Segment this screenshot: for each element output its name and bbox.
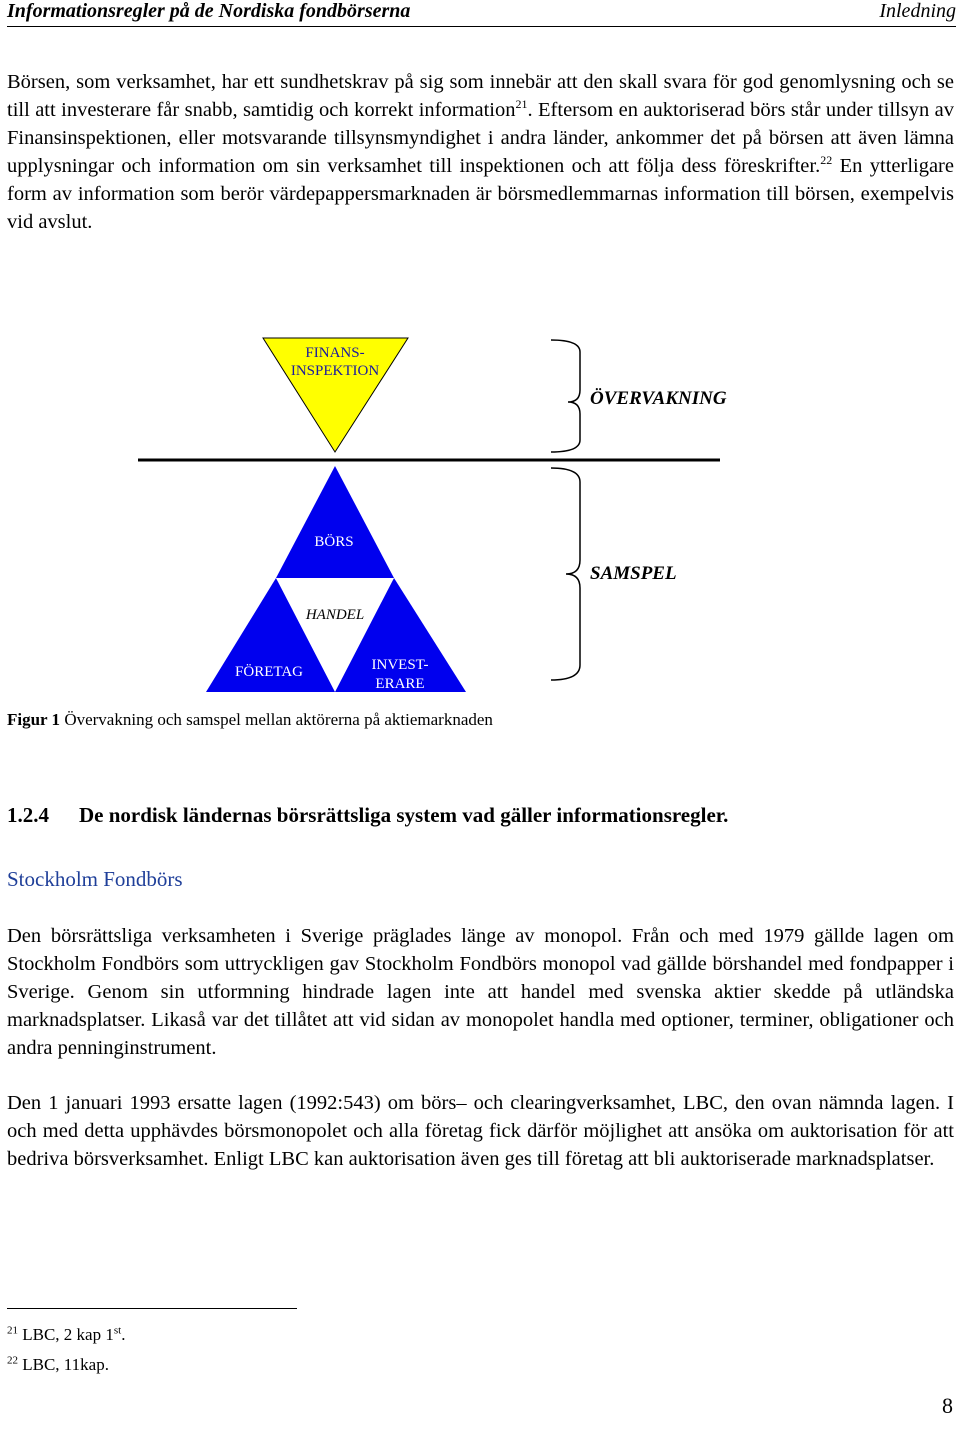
section-title: De nordisk ländernas börsrättsliga system vad gäller informationsregler. — [79, 803, 729, 827]
footnote-text: LBC, 11kap. — [18, 1355, 109, 1374]
footnote-number: 21 — [7, 1324, 18, 1337]
figure-caption — [7, 710, 493, 730]
figure-diagram — [0, 0, 960, 700]
paragraph-text: En ytterligare form av information som berör värdepappersmarknaden är börsmedlemmarnas information till börsen, exempelvis vid avslut. — [7, 155, 954, 233]
finansinspektion-label-1: FINANS- — [305, 345, 365, 361]
section-heading — [7, 803, 728, 828]
foretag-label: FÖRETAG — [235, 664, 303, 680]
footnote-21 — [7, 1325, 125, 1345]
footnote-separator — [7, 1308, 297, 1309]
caption-label: Figur 1 — [7, 710, 61, 729]
oversight-label: ÖVERVAKNING — [590, 388, 727, 409]
paragraph-lbc: Den 1 januari 1993 ersatte lagen (1992:543) om börs– och clearingverksamhet, LBC, den ovan nämnda lagen. I och med detta upphävdes börsmonopolet och alla företag fick därför möjlighet att ansöka om auktorisation för att bedriva börsverksamhet. Enligt LBC kan auktorisation även ges till företag att bli auktoriserade marknadsplatser. — [7, 1092, 954, 1170]
oversight-brace — [551, 340, 580, 452]
bors-triangle — [276, 466, 394, 578]
footnote-ref[interactable]: 21 — [515, 97, 528, 112]
interplay-label: SAMSPEL — [590, 563, 677, 584]
paragraph-text: Börsen, som verksamhet, har ett sundhetskrav på sig som innebär att den skall svara för god genomlysning och se till att investerare får snabb, samtidig och korrekt information — [7, 71, 954, 121]
paragraph-monopol: Den börsrättsliga verksamheten i Sverige präglades länge av monopol. Från och med 1979 gällde lagen om Stockholm Fondbörs som uttryckligen gav Stockholm Fondbörs monopol vad gällde börshandel med fondpapper i Sverige. Genom sin utformning hindrade lagen inte att handel med svenska aktier skedde på utländska marknadsplatser. Likaså var det tillåtet att vid sidan av monopolet handla med optioner, terminer, obligationer och andra penninginstrument. — [7, 925, 954, 1059]
caption-text: Övervakning och samspel mellan aktörerna på aktiemarknaden — [60, 710, 493, 729]
footnote-text: . — [121, 1325, 126, 1344]
investerare-label-1: INVEST- — [371, 657, 429, 673]
bors-label: BÖRS — [314, 534, 354, 550]
interplay-brace — [551, 468, 580, 680]
handel-label: HANDEL — [305, 607, 365, 623]
footnote-ref[interactable]: 22 — [820, 153, 833, 168]
footnote-text: LBC, 2 kap 1 — [18, 1325, 114, 1344]
footnote-number: 22 — [7, 1354, 18, 1367]
finansinspektion-label-2: INSPEKTION — [290, 363, 380, 379]
page-number: 8 — [942, 1393, 953, 1418]
chapter-name: Inledning — [879, 0, 956, 22]
subheading: Stockholm Fondbörs — [7, 867, 183, 891]
document-title: Informationsregler på de Nordiska fondbörserna — [7, 0, 411, 22]
investerare-label-2: ERARE — [375, 676, 425, 692]
footnote-22 — [7, 1355, 109, 1375]
paragraph-text: . Eftersom en auktoriserad börs står under tillsyn av Finansinspektionen, eller motsvarande tillsynsmyndighet i andra länder, ankommer det på börsen att även lämna upplysningar och information om sin verksamhet till inspektionen och att följa dess föreskrifter. — [7, 99, 954, 177]
section-number: 1.2.4 — [7, 803, 49, 827]
footnote-superscript: st — [113, 1324, 122, 1337]
